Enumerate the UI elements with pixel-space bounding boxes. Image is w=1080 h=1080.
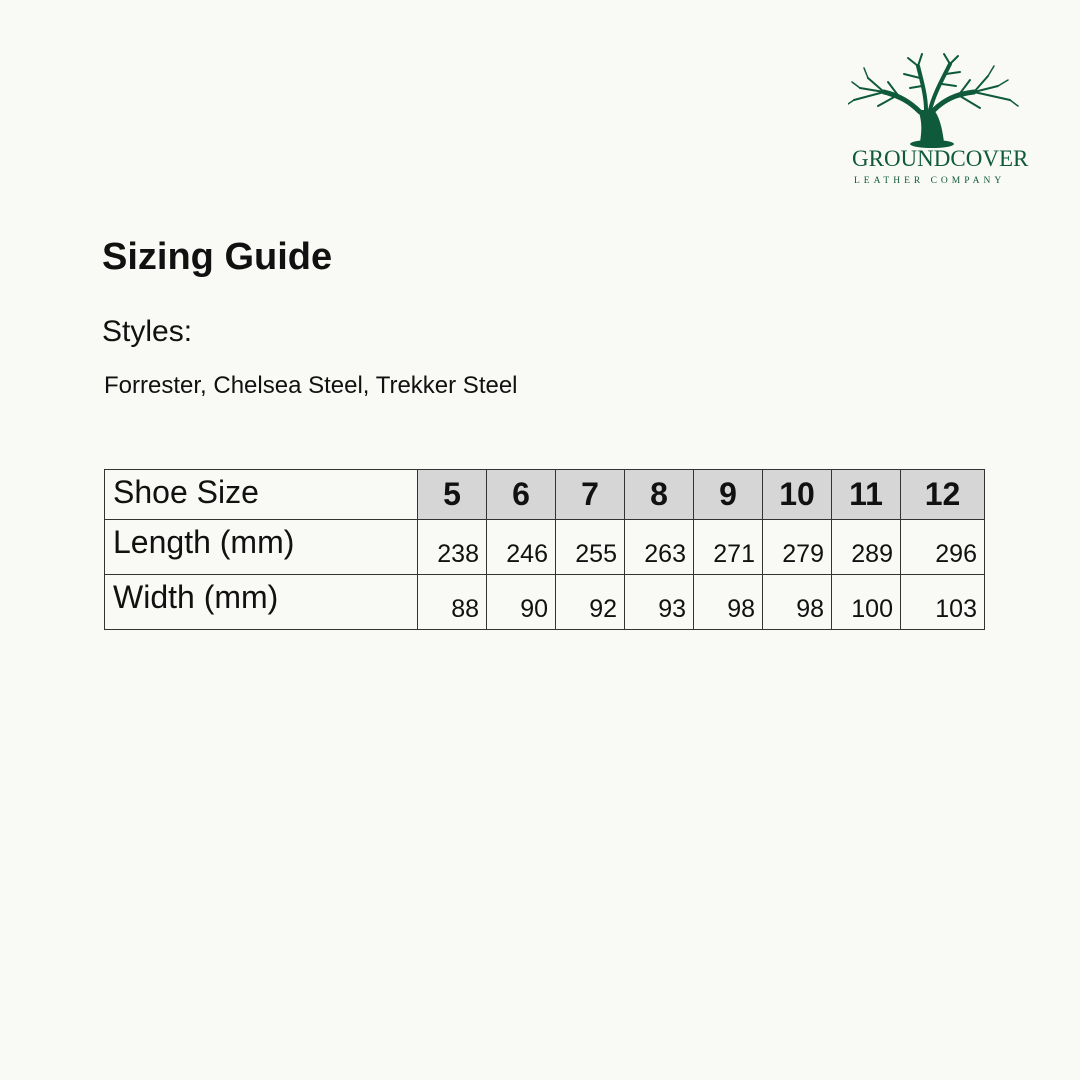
table-cell: 289 [832, 520, 901, 575]
table-cell: 93 [625, 575, 694, 630]
styles-label: Styles: [102, 315, 193, 348]
table-cell: 100 [832, 575, 901, 630]
table-row [105, 520, 985, 575]
size-header-cell: 8 [625, 470, 694, 520]
table-cell: 92 [556, 575, 625, 630]
size-header-cell: 7 [556, 470, 625, 520]
table-cell: 103 [901, 575, 985, 630]
table-cell: 263 [625, 520, 694, 575]
brand-logo [848, 52, 1029, 192]
row-label: Length (mm) [105, 520, 418, 575]
row-label: Width (mm) [105, 575, 418, 630]
table-cell: 98 [763, 575, 832, 630]
table-cell: 98 [694, 575, 763, 630]
table-cell: 279 [763, 520, 832, 575]
size-header-cell: 6 [487, 470, 556, 520]
size-header-cell: 11 [832, 470, 901, 520]
table-cell: 90 [487, 575, 556, 630]
table-cell: 246 [487, 520, 556, 575]
brand-tagline: LEATHER COMPANY [854, 176, 1006, 186]
header-label: Shoe Size [105, 470, 418, 520]
page-title: Sizing Guide [102, 236, 333, 278]
sizing-table [104, 469, 985, 630]
table-cell: 88 [418, 575, 487, 630]
size-header-cell: 12 [901, 470, 985, 520]
table-cell: 296 [901, 520, 985, 575]
table-row [105, 575, 985, 630]
brand-name: GROUNDCOVER [852, 146, 1029, 171]
table-cell: 255 [556, 520, 625, 575]
table-header-row [105, 470, 985, 520]
size-header-cell: 5 [418, 470, 487, 520]
styles-list: Forrester, Chelsea Steel, Trekker Steel [104, 372, 518, 399]
table-cell: 238 [418, 520, 487, 575]
size-header-cell: 9 [694, 470, 763, 520]
table-cell: 271 [694, 520, 763, 575]
size-header-cell: 10 [763, 470, 832, 520]
